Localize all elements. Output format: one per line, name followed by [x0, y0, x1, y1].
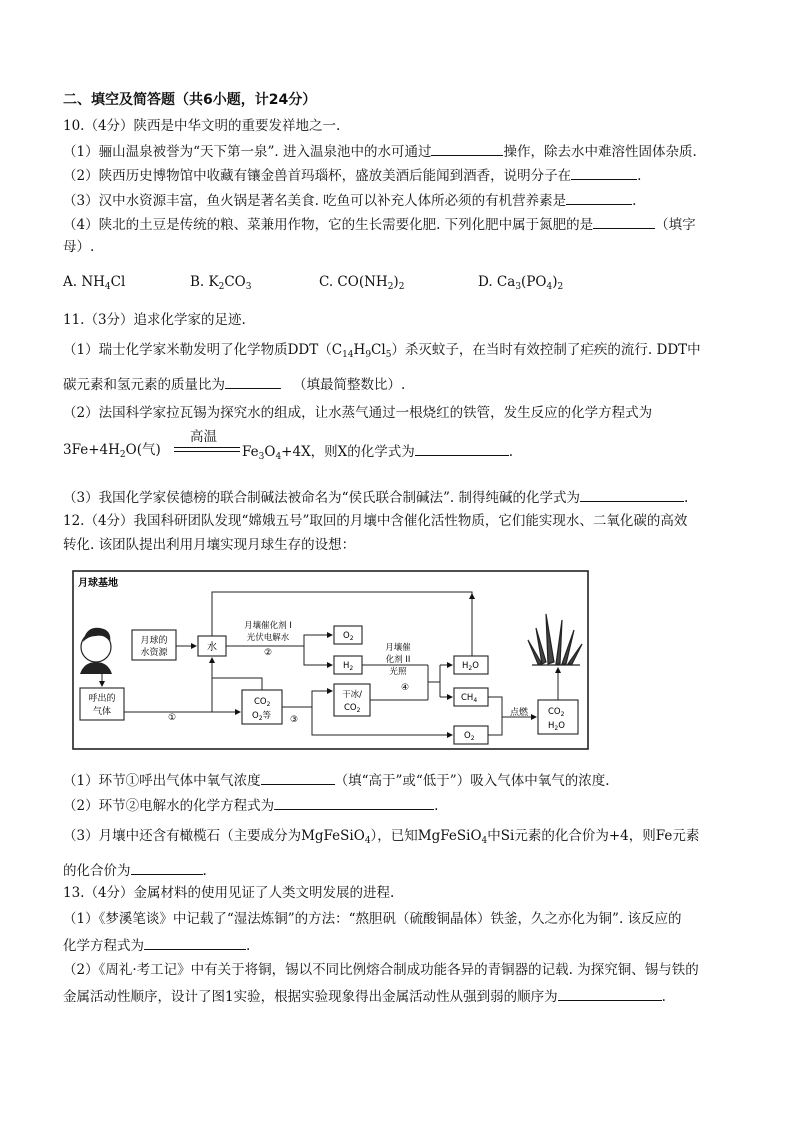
eq-left-sub: 2: [119, 450, 126, 460]
q12-p3-d: 的化合价为: [63, 863, 131, 879]
exhaled-l1: 呼出的: [88, 694, 116, 704]
water-label: 水: [207, 642, 217, 653]
opt-b-sub2: 3: [245, 282, 252, 292]
eq-right-m: O: [264, 444, 276, 460]
q12-part1: [63, 770, 610, 790]
q12-p3-blank[interactable]: [131, 860, 203, 875]
q10-p3-blank[interactable]: [566, 190, 632, 205]
q10-part4: [63, 214, 696, 234]
q12-p3-c: 中Si元素的化合价为+4，则Fe元素: [487, 828, 700, 844]
o2-top-label: $O_2$: [343, 631, 354, 642]
eq-left: 3Fe+4H: [63, 442, 120, 458]
opt-c-text: C. CO(NH: [319, 274, 388, 290]
q10-p3-text-a: （3）汉中水资源丰富，鱼火锅是著名美食. 吃鱼可以补充人体所必须的有机营养素是: [63, 193, 567, 209]
person-icon: [80, 628, 112, 674]
step1-label: ①: [167, 713, 177, 723]
step4-label: ④: [400, 683, 410, 693]
co2-box-l2: $O_2$等: [252, 711, 272, 722]
q11-part2: （2）法国科学家拉瓦锡为探究水的组成，让水蒸气通过一根烧红的铁管，发生反应的化学方程式为: [63, 405, 653, 421]
base-label: 月球基地: [78, 578, 118, 589]
opt-a-end: Cl: [110, 274, 126, 290]
q11-p1-m1: H: [353, 342, 366, 358]
q13-stem: 13.（4分）金属材料的使用见证了人类文明发展的进程.: [63, 885, 395, 901]
q11-p1-s1: 14: [342, 350, 354, 360]
q11-p1-blank[interactable]: [225, 374, 281, 389]
q10-p4-text-a: （4）陕北的土豆是传统的粮、菜兼用作物，它的生长需要化肥. 下列化肥中属于氮肥的是: [63, 217, 594, 233]
opt-b-mid: CO: [224, 274, 246, 290]
opt-c-sub1: 2: [387, 282, 394, 292]
opt-d-text: D. Ca: [478, 274, 516, 290]
q10-p2-text-a: （2）陕西历史博物馆中收藏有镶金兽首玛瑙杯，盛放美酒后能闻到酒香，说明分子在: [63, 168, 572, 184]
q11-equation-left: [63, 441, 161, 464]
eq-arrow-line: [174, 447, 240, 448]
h2o-label: $H_2O$: [462, 661, 479, 672]
q11-stem: 11.（3分）追求化学家的足迹.: [63, 312, 246, 328]
opt-c-mid: ): [393, 274, 399, 290]
q12-p1-b: （填“高于”或“低于”）吸入气体中氧气的浓度.: [334, 773, 610, 789]
q12-part3-cont: [63, 860, 207, 880]
opt-d-sub2: 4: [546, 282, 553, 292]
q12-p3-e: .: [202, 863, 207, 879]
q11-p1-m2: Cl: [371, 342, 386, 358]
q13-part2-cont: [63, 986, 666, 1006]
q12-p3-a: （3）月壤中还含有橄榄石（主要成分为MgFeSiO: [63, 828, 365, 844]
q12-p2-a: （2）环节②电解水的化学方程式为: [63, 798, 275, 814]
q11-part1-cont: [63, 374, 405, 394]
q10-option-b[interactable]: [190, 274, 251, 292]
q11-p1-c: 碳元素和氢元素的质量比为: [63, 377, 225, 393]
o2-bottom-label: $O_2$: [464, 731, 475, 742]
q11-p1-s2: 9: [365, 350, 372, 360]
q12-p3-b: ），已知MgFeSiO: [370, 828, 482, 844]
q11-p3-blank[interactable]: [580, 487, 684, 502]
q10-p2-text-b: .: [637, 168, 642, 184]
q13-part2: （2）《周礼·考工记》中有关于将铜，锡以不同比例熔合制成功能各异的青铜器的记载. 为探究铜、锡与铁的: [63, 962, 699, 978]
products-l2: $H_2O$: [548, 721, 565, 732]
catalyst1-l2: 光伏电解水: [246, 633, 290, 643]
q11-eq-blank[interactable]: [415, 441, 509, 456]
q12-stem-cont: 转化. 该团队提出利用月壤实现月球生存的设想：: [63, 537, 356, 553]
water-source-l1: 月球的: [140, 636, 168, 646]
q10-option-d[interactable]: [478, 274, 563, 292]
q11-p3-b: .: [683, 490, 689, 506]
step2-label: ②: [263, 648, 273, 658]
q13-part1: （1）《梦溪笔谈》中记载了“湿法炼铜”的方法：“熬胆矾（硫酸铜晶体）铁釜，久之亦化为铜”. 该反应的: [63, 911, 682, 927]
products-l1: $CO_2$: [548, 707, 565, 718]
q13-p2-blank[interactable]: [558, 986, 662, 1001]
q13-p2-b: 金属活动性顺序，设计了图1实验，根据实验现象得出金属活动性从强到弱的顺序为: [63, 989, 558, 1005]
dry-ice-l1: 干冰/: [342, 690, 362, 700]
step3-label: ③: [289, 715, 299, 725]
q10-p3-text-b: .: [632, 193, 637, 209]
ch4-label: $CH_4$: [461, 693, 478, 704]
opt-b-sub1: 2: [218, 282, 225, 292]
q10-p1-blank[interactable]: [431, 141, 503, 156]
opt-c-sub2: 2: [398, 282, 405, 292]
opt-a-sub: 4: [104, 282, 111, 292]
q10-part4-cont: 母）.: [63, 239, 95, 255]
opt-a-text: A. NH: [63, 274, 105, 290]
opt-d-sub1: 3: [515, 282, 522, 292]
q10-part1: [63, 141, 697, 161]
catalyst1-l1: 月壤催化剂 I: [244, 621, 292, 631]
q10-part3: [63, 190, 636, 210]
q11-part1: [63, 341, 701, 364]
q11-p3-a: （3）我国化学家侯德榜的联合制碱法被命名为“侯氏联合制碱法”. 制得纯碱的化学式为: [63, 490, 580, 506]
q10-stem: 10.（4分）陕西是中华文明的重要发祥地之一.: [63, 118, 341, 134]
q12-p2-b: .: [434, 798, 439, 814]
q10-option-a[interactable]: [63, 274, 125, 292]
q12-p3-s1: 4: [364, 836, 371, 846]
catalyst2-l3: 光照: [389, 667, 407, 677]
h2-label: $H_2$: [343, 661, 354, 672]
opt-b-text: B. K: [190, 274, 219, 290]
q12-p1-blank[interactable]: [261, 770, 335, 785]
eq-condition: 高温: [190, 429, 217, 445]
opt-d-mid: (PO: [521, 274, 547, 290]
q13-p1-c: .: [246, 938, 251, 954]
q12-p1-a: （1）环节①呼出气体中氧气浓度: [63, 773, 261, 789]
eq-right: Fe: [242, 444, 259, 460]
section-heading: 二、填空及简答题（共6小题，计24分）: [63, 92, 317, 108]
q11-equation-right: [242, 441, 513, 466]
q13-p1-b: 化学方程式为: [63, 938, 144, 954]
q10-p4-text-b: （填字: [655, 217, 696, 233]
dry-ice-l2: $CO_2$: [344, 703, 361, 714]
catalyst2-l2: 化剂 II: [385, 655, 411, 665]
q13-p2-c: .: [661, 989, 666, 1005]
moon-base-diagram: [72, 570, 592, 752]
q12-p2-blank[interactable]: [274, 795, 434, 810]
q12-part3: [63, 827, 699, 850]
eq-tail: .: [508, 444, 514, 460]
water-source-l2: 水资源: [140, 648, 168, 658]
q10-part2: [63, 165, 641, 185]
eq-left-end: O(气): [125, 442, 161, 458]
q11-p1-a: （1）瑞士化学家米勒发明了化学物质DDT（C: [63, 342, 343, 358]
eq-right-s1: 3: [258, 452, 265, 462]
opt-d-end: ): [552, 274, 558, 290]
q13-p1-blank[interactable]: [144, 935, 246, 950]
q12-part2: [63, 795, 438, 815]
plant-icon: [528, 614, 582, 665]
q10-p4-blank[interactable]: [593, 214, 655, 229]
q10-p2-blank[interactable]: [571, 165, 637, 180]
q10-option-c[interactable]: [319, 274, 404, 292]
q12-stem: 12.（4分）我国科研团队发现“嫦娥五号”取回的月壤中含催化活性物质，它们能实现水、二氧化碳的高效: [63, 513, 688, 529]
q11-p1-d: （填最简整数比）.: [293, 377, 406, 393]
q13-part1-cont: [63, 935, 250, 955]
q12-p3-s2: 4: [481, 836, 488, 846]
q10-p1-text-b: 操作，除去水中难溶性固体杂质.: [503, 144, 697, 160]
co2-box-l1: $CO_2$: [254, 697, 271, 708]
catalyst2-l1: 月壤催: [385, 643, 411, 653]
eq-right-s2: 4: [275, 452, 282, 462]
q11-p1-s3: 5: [385, 350, 392, 360]
q11-p1-b: ）杀灭蚊子，在当时有效控制了疟疾的流行. DDT中: [391, 342, 701, 358]
ignite-label: 点燃: [509, 708, 529, 718]
q10-p1-text-a: （1）骊山温泉被誉为“天下第一泉”. 进入温泉池中的水可通过: [63, 144, 432, 160]
eq-right-end: +4X，则X的化学式为: [281, 444, 415, 460]
q11-part3: [63, 487, 688, 507]
eq-arrow-line2: [174, 451, 240, 452]
exhaled-l2: 气体: [92, 707, 112, 717]
opt-d-sub3: 2: [557, 282, 564, 292]
